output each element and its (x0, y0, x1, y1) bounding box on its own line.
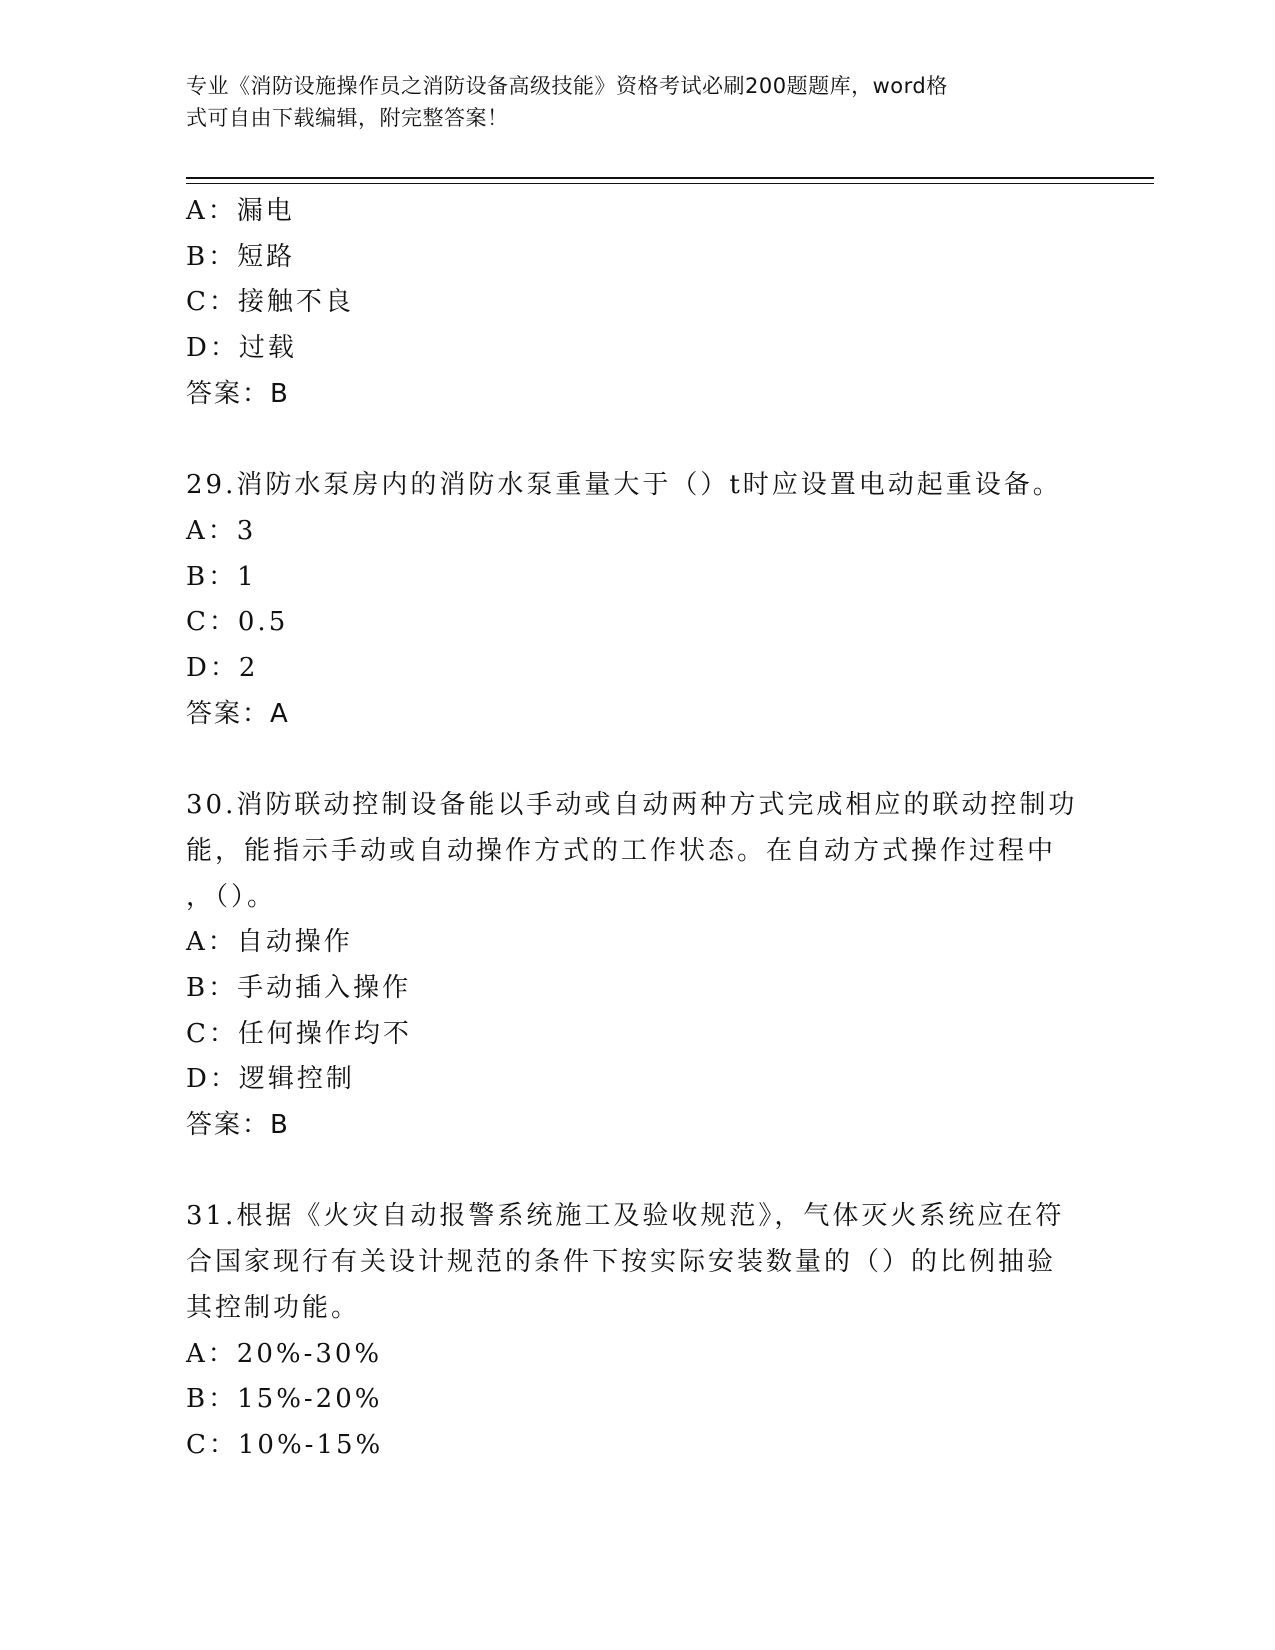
question-text-line-2: 合国家现行有关设计规范的条件下按实际安装数量的（）的比例抽验 (186, 1247, 1057, 1278)
option-a: A：20%-30% (186, 1338, 383, 1369)
question-list (186, 189, 1086, 1469)
option-a: A：自动操作 (186, 927, 353, 958)
question-text-line-3: 其控制功能。 (186, 1292, 361, 1323)
option-d: D：逻辑控制 (186, 1064, 355, 1095)
option-d: D：2 (186, 653, 259, 684)
question-29 (186, 463, 1086, 737)
option-b: B：15%-20% (186, 1384, 383, 1415)
question-text-line-1: 30.消防联动控制设备能以手动或自动两种方式完成相应的联动控制功 (186, 790, 1078, 821)
question-text: 29.消防水泵房内的消防水泵重量大于（）t时应设置电动起重设备。 (186, 470, 1062, 501)
question-31 (186, 1194, 1086, 1468)
option-b: B：手动插入操作 (186, 972, 412, 1003)
question-text-line-3: ，（）。 (186, 881, 277, 912)
answer-line: 答案：B (186, 1110, 290, 1141)
option-c: C：接触不良 (186, 287, 354, 318)
option-a: A：3 (186, 515, 257, 546)
option-b: B：短路 (186, 241, 296, 272)
option-b: B：1 (186, 561, 257, 592)
document-header (186, 70, 1066, 134)
header-line-2: 式可自由下载编辑，附完整答案！ (186, 106, 509, 130)
question-30 (186, 783, 1086, 1149)
option-d: D：过载 (186, 333, 297, 364)
question-28 (186, 189, 1086, 418)
answer-line: 答案：B (186, 378, 290, 409)
option-c: C：10%-15% (186, 1429, 384, 1460)
question-text-line-2: 能，能指示手动或自动操作方式的工作状态。在自动方式操作过程中 (186, 835, 1057, 866)
option-a: A：漏电 (186, 196, 295, 226)
option-c: C：0.5 (186, 607, 289, 638)
option-c: C：任何操作均不 (186, 1018, 412, 1049)
header-line-1: 专业《消防设施操作员之消防设备高级技能》资格考试必刷200题题库，word格 (186, 74, 948, 98)
header-divider-thin (186, 183, 1154, 184)
question-text-line-1: 31.根据《火灾自动报警系统施工及验收规范》，气体灭火系统应在符 (186, 1201, 1065, 1232)
answer-line: 答案：A (186, 698, 290, 729)
header-divider (186, 177, 1154, 179)
